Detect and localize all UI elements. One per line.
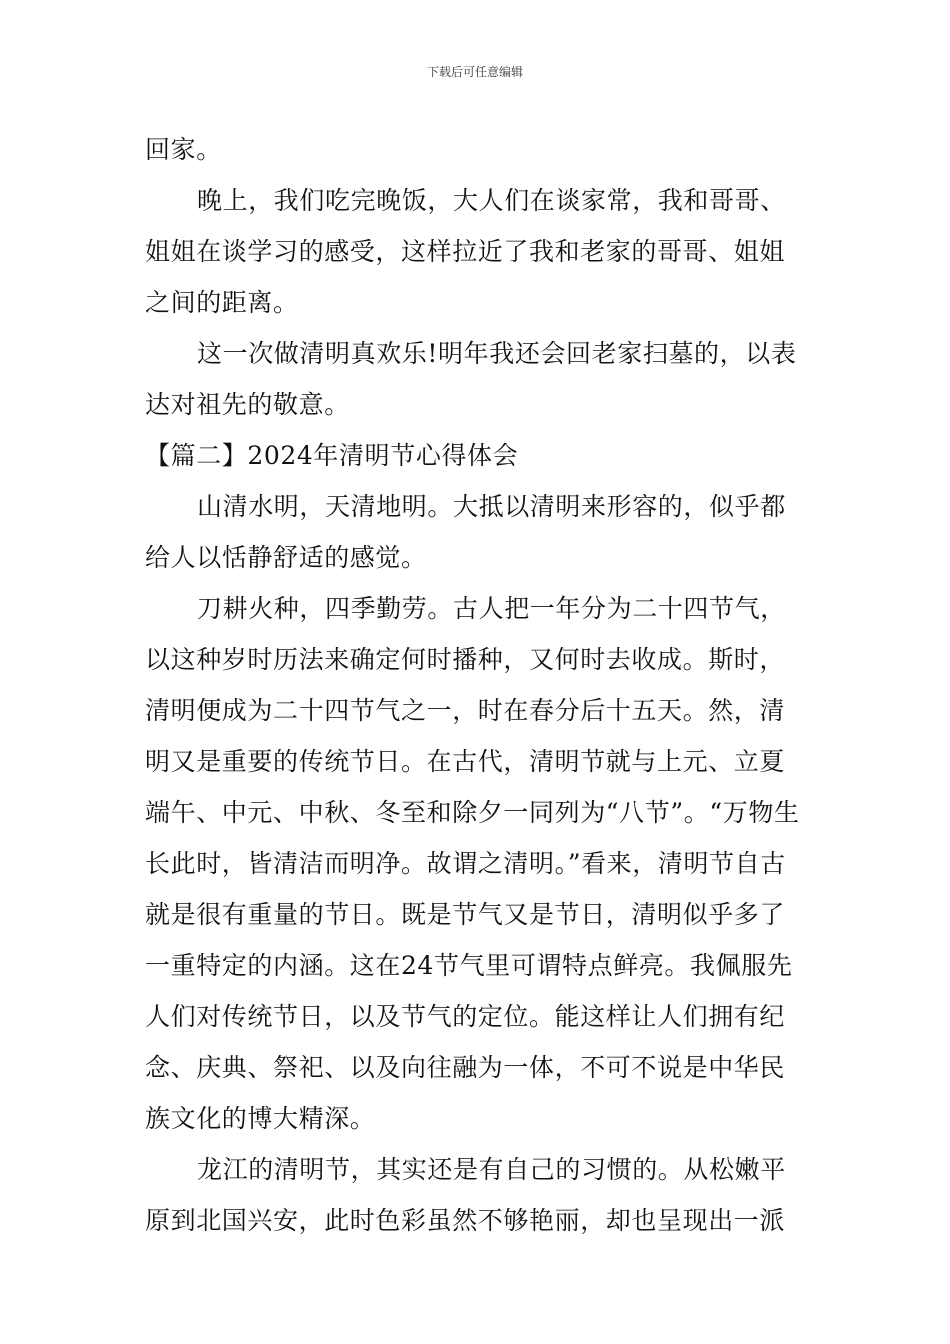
document-body — [145, 124, 809, 1246]
paragraph: 龙江的清明节，其实还是有自己的习惯的。从松嫩平原到北国兴安，此时色彩虽然不够艳丽，却也呈现出一派 — [145, 1155, 786, 1235]
paragraph: 这一次做清明真欢乐!明年我还会回老家扫墓的，以表达对祖先的敬意。 — [145, 339, 797, 419]
paragraph: 山清水明，天清地明。大抵以清明来形容的，似乎都给人以恬静舒适的感觉。 — [145, 492, 786, 572]
paragraph: 回家。 — [145, 135, 222, 164]
paragraph: 晚上，我们吃完晚饭，大人们在谈家常，我和哥哥、姐姐在谈学习的感受，这样拉近了我和老家的哥哥、姐姐之间的距离。 — [145, 186, 786, 317]
section-heading: 【篇二】2024年清明节心得体会 — [145, 441, 519, 470]
page-header: 下载后可任意编辑 — [426, 65, 523, 79]
paragraph: 刀耕火种，四季勤劳。古人把一年分为二十四节气，以这种岁时历法来确定何时播种，又何时去收成。斯时，清明便成为二十四节气之一，时在春分后十五天。然，清明又是重要的传统节日。在古代，清明节就与上元、立夏端午、中元、中秋、冬至和除夕一同列为“八节”。“万物生长此时，皆清洁而明净。故谓之清明。”看来，清明节自古就是很有重量的节日。既是节气又是节日，清明似乎多了一重特定的内涵。这在24节气里可谓特点鲜亮。我佩服先人们对传统节日，以及节气的定位。能这样让人们拥有纪念、庆典、祭祀、以及向往融为一体，不可不说是中华民族文化的博大精深。 — [145, 594, 800, 1133]
